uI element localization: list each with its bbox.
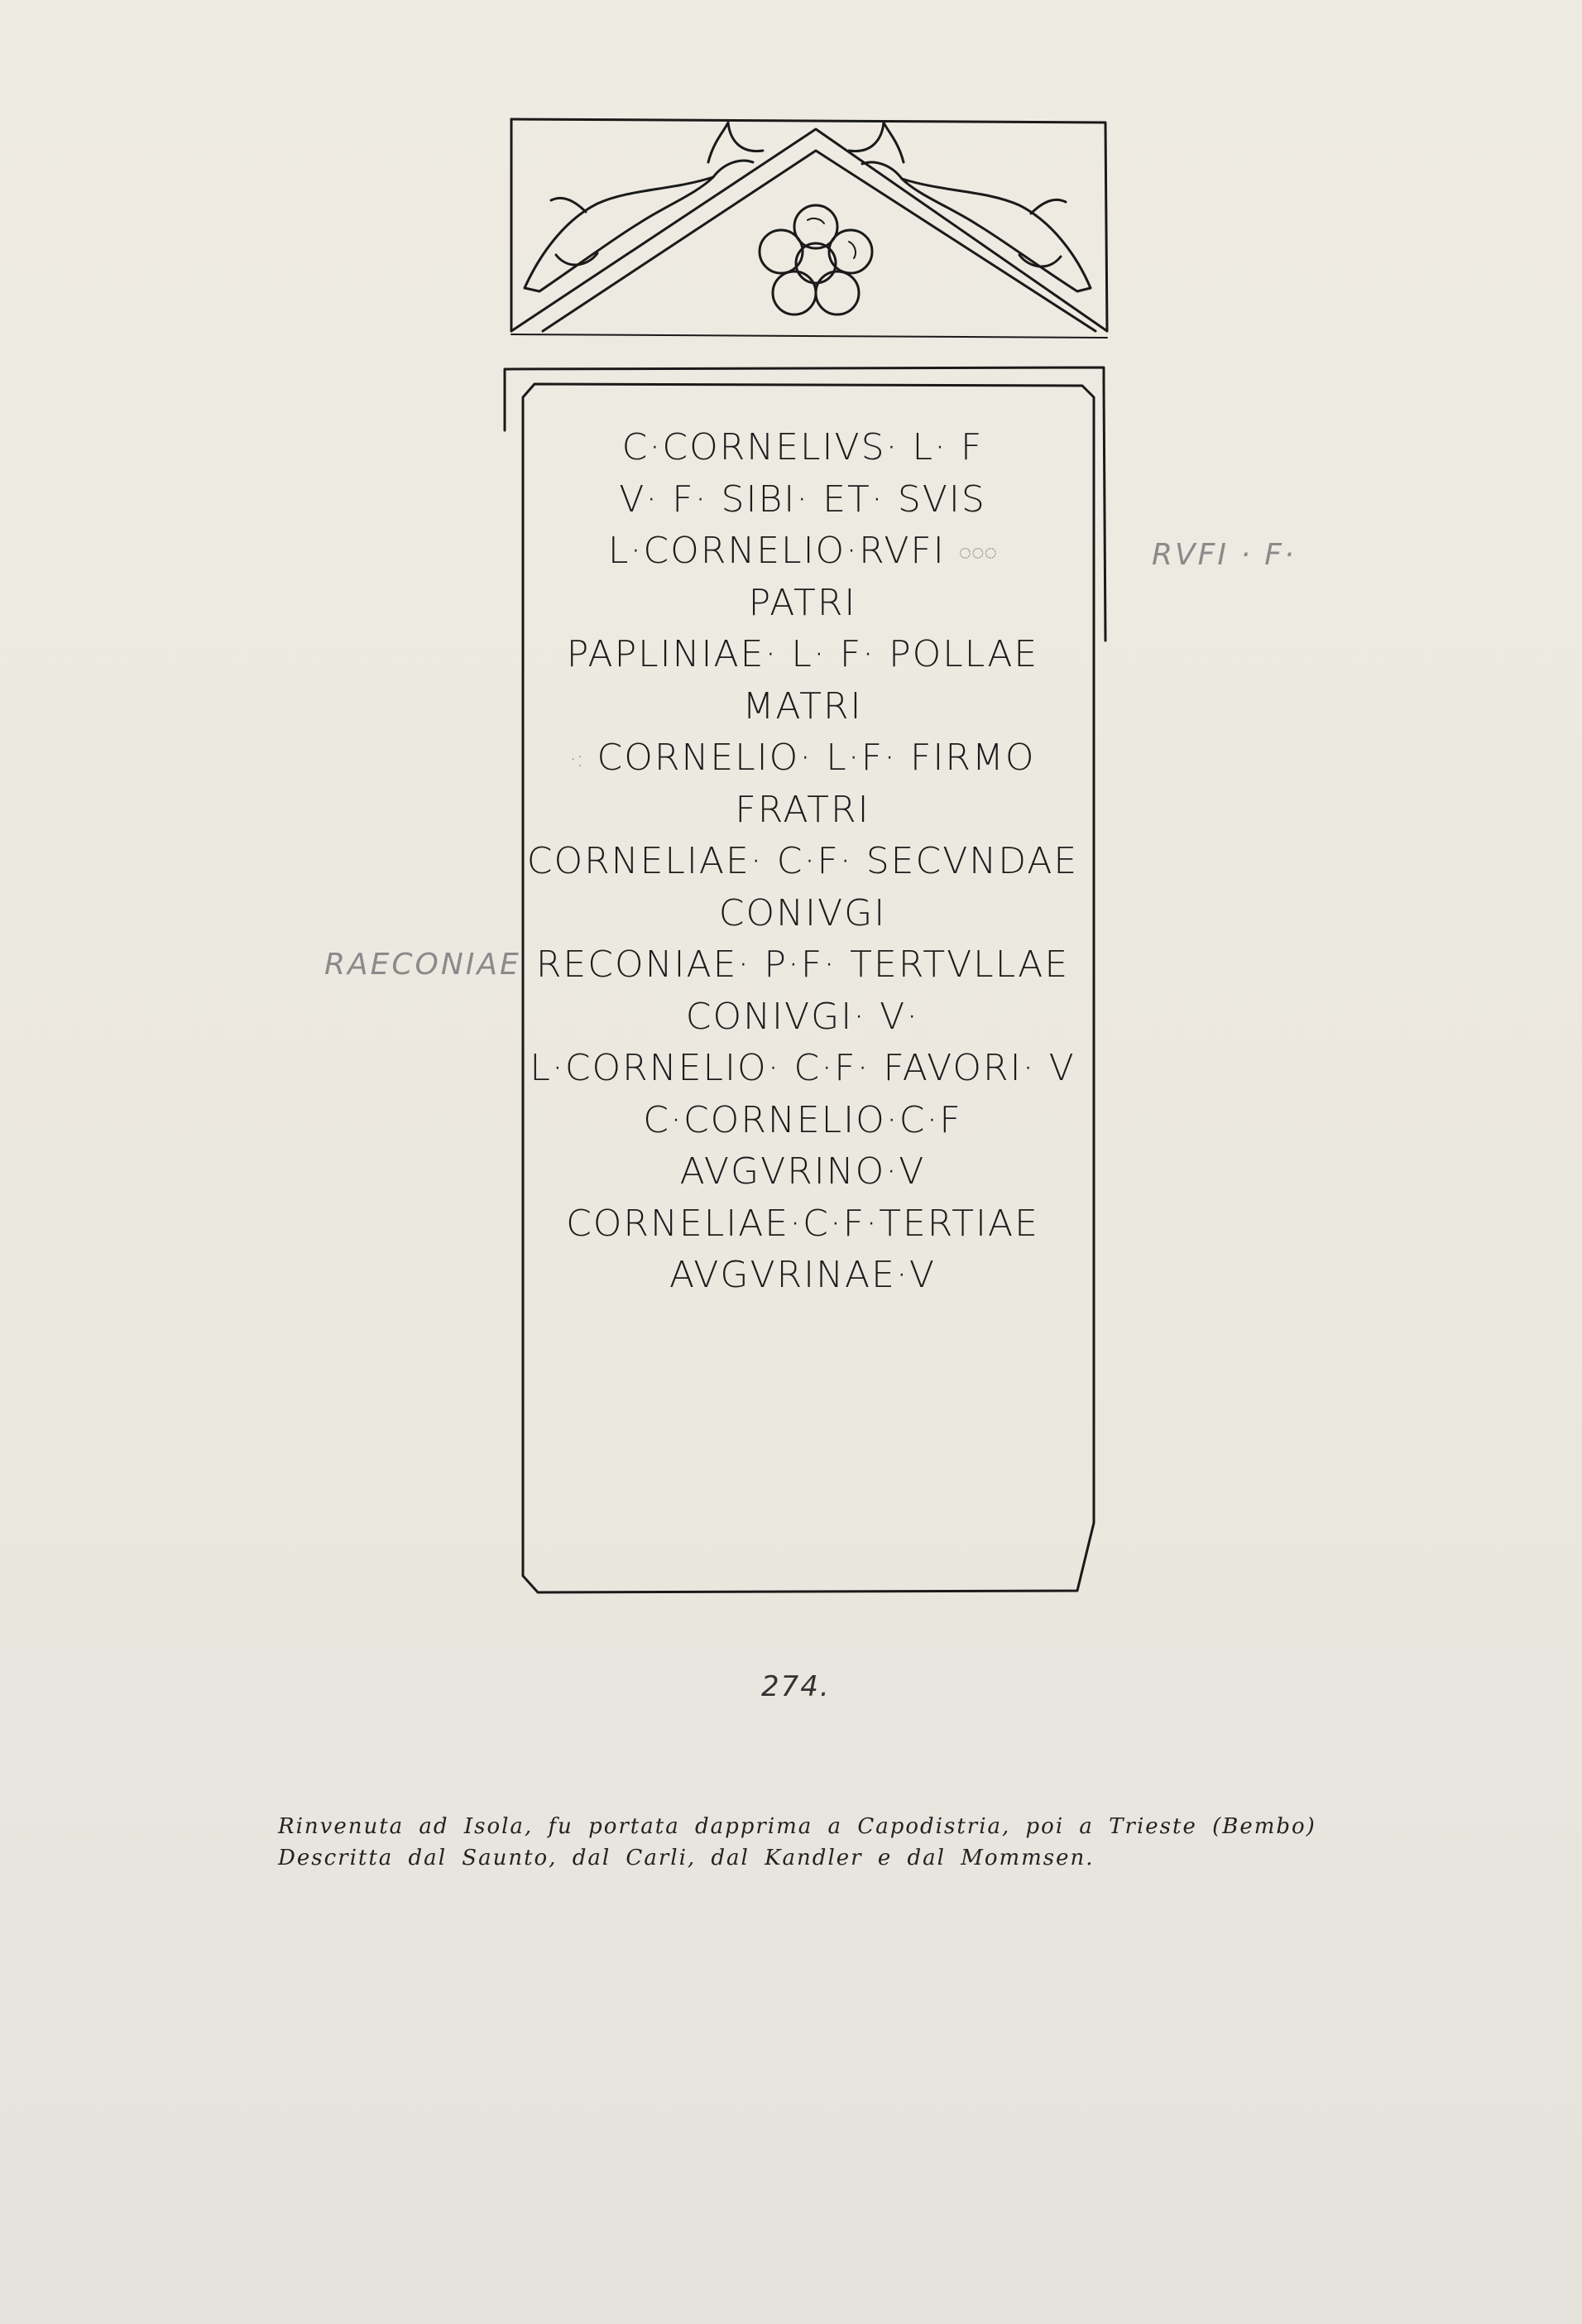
marginal-note-left: RAECONIAE [324, 948, 521, 982]
inscription-line-13: L·CORNELIO· C·F· FAVORI· V [530, 1047, 1076, 1089]
inscription-line-3-text: L·CORNELIO·RVFI [607, 530, 946, 572]
page-number: 274. [761, 1670, 831, 1703]
inscription-line-11: RECONIAE· P·F· TERTVLLAE [535, 944, 1070, 986]
inscription-line-2: V· F· SIBI· ET· SVIS [619, 478, 986, 521]
damaged-letters-mark: ·: [569, 747, 584, 772]
inscription-line-15: AVGVRINO·V [679, 1150, 926, 1193]
inscription-line-9: CORNELIAE· C·F· SECVNDAE [526, 840, 1079, 882]
inscription-line-14: C·CORNELIO·C·F [643, 1098, 962, 1141]
pediment-drawing [506, 114, 1110, 354]
caption-line-2: Descritta dal Saunto, dal Carli, dal Kandler e dal Mommsen. [278, 1846, 1095, 1870]
inscription-line-3 [513, 526, 1092, 578]
inscription-line-16: CORNELIAE·C·F·TERTIAE [566, 1202, 1039, 1245]
inscription-line-5: PAPLINIAE· L· F· POLLAE [566, 633, 1039, 675]
inscription-line-7-text: CORNELIO· L·F· FIRMO [597, 737, 1036, 779]
damaged-letters-mark: ◌◌◌ [958, 540, 998, 565]
marginal-note-right: RVFI · F· [1152, 538, 1297, 572]
inscription [513, 422, 1092, 1302]
inscription-line-17: AVGVRINAE·V [669, 1254, 937, 1296]
caption-line-1: Rinvenuta ad Isola, fu portata dapprima a Capodistria, poi a Trieste (Bembo) [278, 1814, 1316, 1839]
inscription-line-10: CONIVGI [718, 891, 887, 934]
inscription-line-8: FRATRI [735, 788, 870, 831]
caption [278, 1811, 1436, 1874]
inscription-line-1: C·CORNELIVS· L· F [621, 426, 984, 468]
inscription-line-4: PATRI [748, 581, 857, 624]
inscription-line-6: MATRI [742, 684, 863, 727]
inscription-line-7 [513, 732, 1092, 785]
inscription-line-12: CONIVGI· V· [685, 995, 920, 1038]
